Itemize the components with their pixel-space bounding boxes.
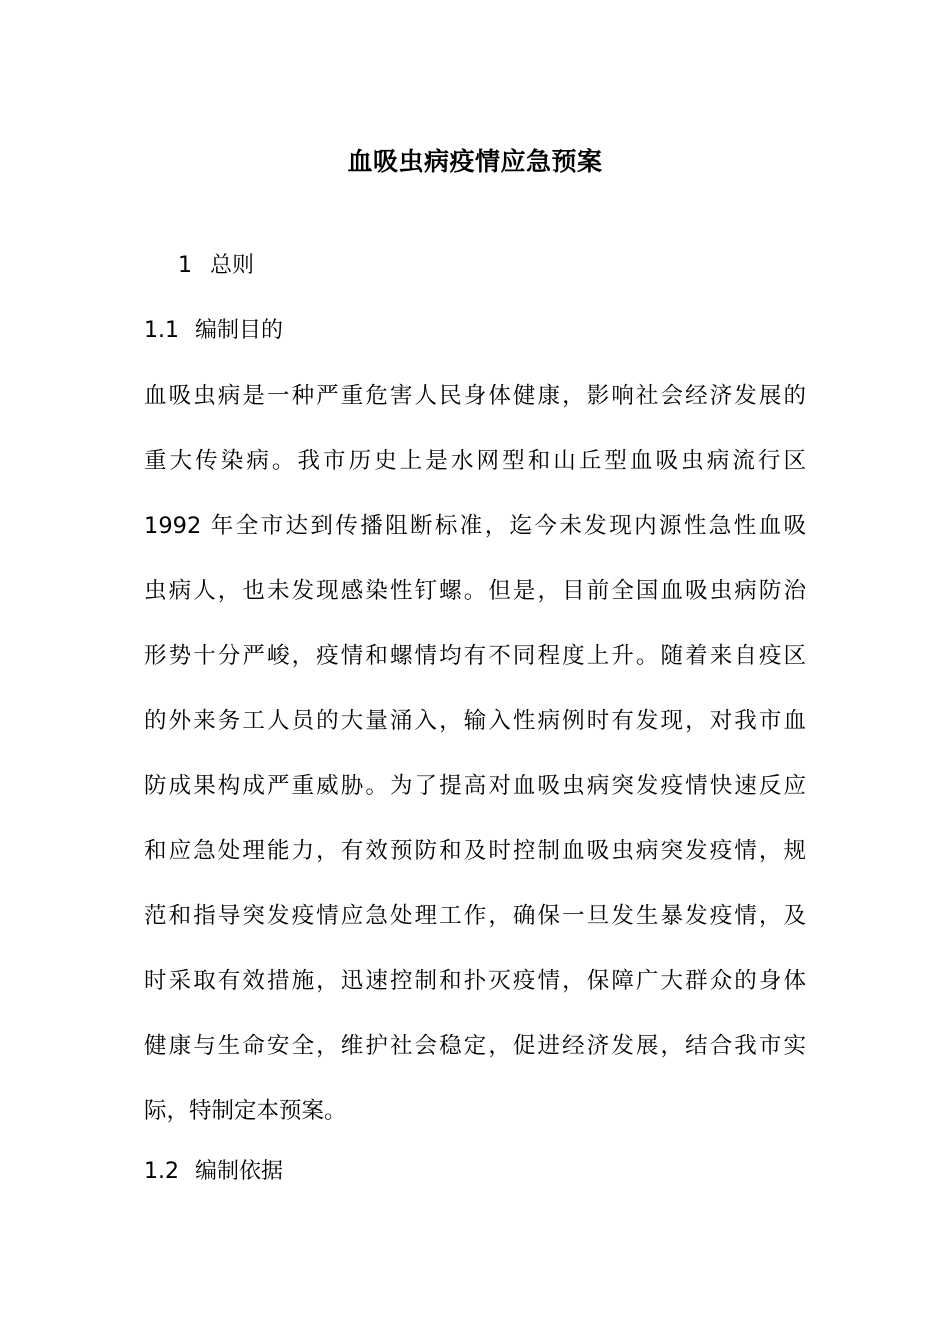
subsection-heading-purpose	[144, 313, 283, 349]
subsection-title: 编制目的	[195, 318, 284, 343]
paragraph-line: 时采取有效措施，迅速控制和扑灭疫情，保障广大群众的身体	[144, 968, 806, 994]
paragraph-line: 1992 年全市达到传播阻断标准，迄今未发现内源性急性血吸	[144, 513, 806, 539]
paragraph-line: 的外来务工人员的大量涌入，输入性病例时有发现，对我市血	[144, 708, 806, 734]
paragraph-purpose	[144, 376, 806, 1156]
paragraph-line: 防成果构成严重威胁。为了提高对血吸虫病突发疫情快速反应	[144, 773, 806, 799]
paragraph-line: 健康与生命安全，维护社会稳定，促进经济发展，结合我市实	[144, 1033, 806, 1059]
section-title: 总则	[210, 253, 255, 278]
subsection-number: 1.2	[144, 1159, 179, 1184]
paragraph-line: 血吸虫病是一种严重危害人民身体健康，影响社会经济发展的	[144, 383, 806, 409]
paragraph-line: 形势十分严峻，疫情和螺情均有不同程度上升。随着来自疫区	[144, 643, 806, 669]
subsection-heading-basis	[144, 1154, 283, 1190]
paragraph-line: 虫病人，也未发现感染性钉螺。但是，目前全国血吸虫病防治	[144, 578, 806, 604]
paragraph-line: 和应急处理能力，有效预防和及时控制血吸虫病突发疫情，规	[144, 838, 806, 864]
section-heading-general	[178, 248, 254, 284]
paragraph-line: 范和指导突发疫情应急处理工作，确保一旦发生暴发疫情，及	[144, 903, 806, 929]
paragraph-line: 际，特制定本预案。	[144, 1098, 347, 1124]
subsection-title: 编制依据	[195, 1159, 284, 1184]
section-number: 1	[178, 253, 192, 278]
document-title: 血吸虫病疫情应急预案	[347, 147, 603, 176]
subsection-number: 1.1	[144, 318, 179, 343]
paragraph-line: 重大传染病。我市历史上是水网型和山丘型血吸虫病流行区	[144, 448, 806, 474]
